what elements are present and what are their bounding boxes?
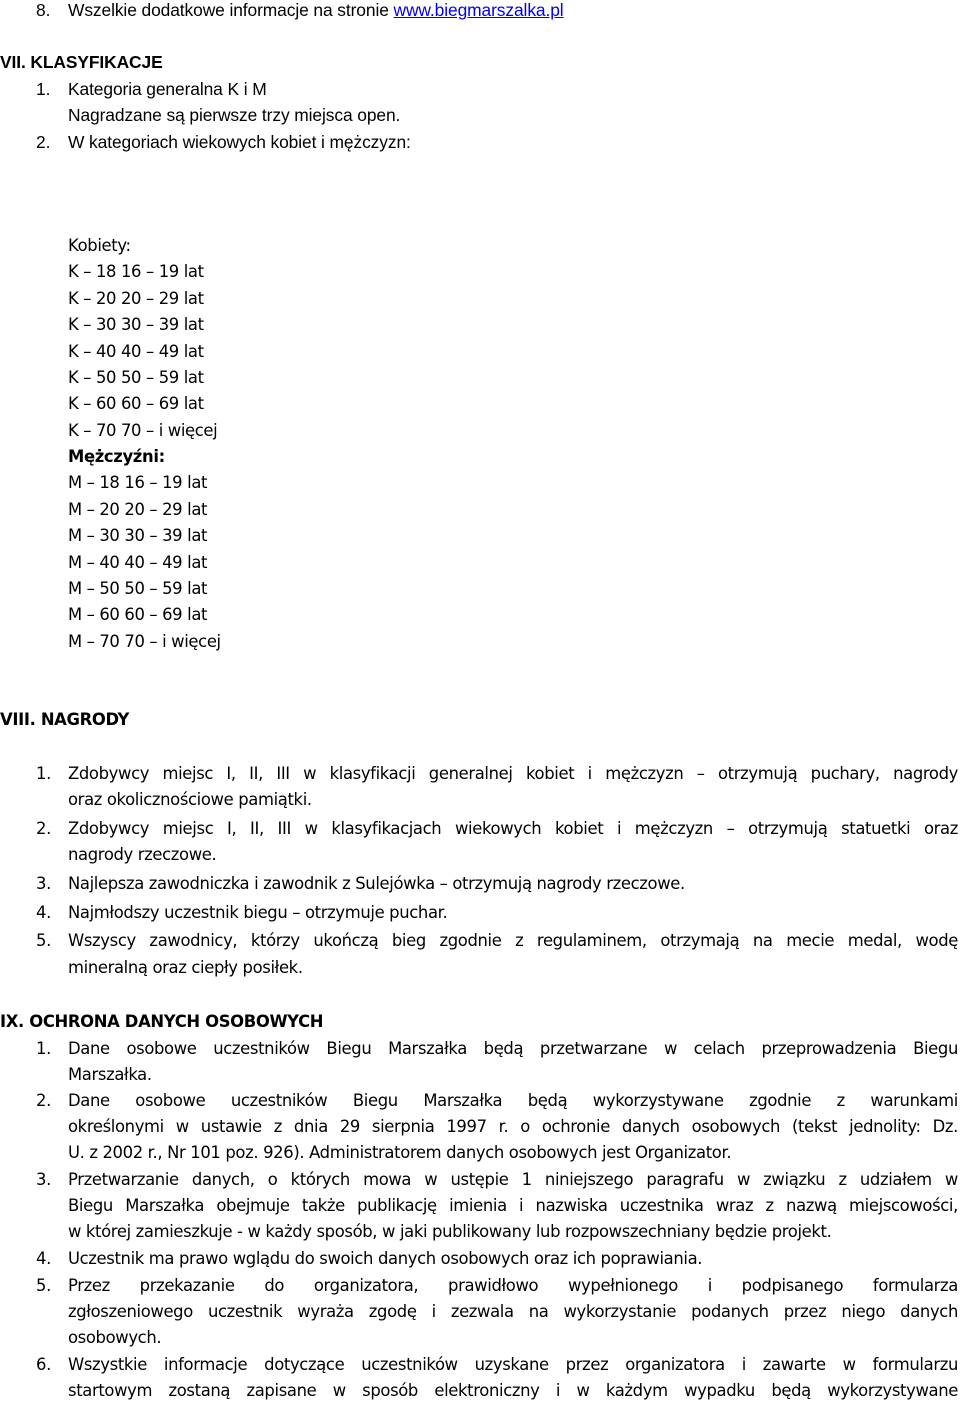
item-text-line1: Zdobywcy miejsc I, II, III w klasyfikacji generalnej kobiet i mężczyzn – otrzymują puchary, nagrody — [68, 764, 958, 783]
category-women-5: K – 50 50 – 59 lat — [68, 368, 204, 387]
category-women-7: K – 70 70 – i więcej — [68, 421, 218, 440]
item-number: 1. — [36, 1039, 51, 1058]
item-text-line2: Biegu Marszałka obejmuje także publikację imienia i nazwiska uczestnika wraz z nazwą miejscowości, — [68, 1196, 958, 1215]
item-number: 2. — [36, 819, 51, 838]
data-item-3-line3: w której zamieszkuje - w każdy sposób, w jaki publikowany lub rozpowszechniany będzie projekt. — [68, 1222, 832, 1241]
data-item-1-line2: Marszałka. — [68, 1065, 152, 1084]
item-text-line1: Wszyscy zawodnicy, którzy ukończą bieg zgodnie z regulaminem, otrzymają na mecie medal, wodę — [68, 931, 958, 950]
section-heading-viii: VIII. NAGRODY — [0, 710, 130, 729]
item-number: 1. — [36, 764, 51, 783]
item-text-line2: określonymi w ustawie z dnia 29 sierpnia 1997 r. o ochronie danych osobowych (tekst jednolity: Dz. — [68, 1117, 958, 1136]
category-men-5: M – 50 50 – 59 lat — [68, 579, 208, 598]
category-men-1: M – 18 16 – 19 lat — [68, 473, 208, 492]
item-number: 6. — [36, 1355, 51, 1374]
item-text-line2: startowym zostaną zapisane w sposób elektroniczny i w każdym wypadku będą wykorzystywane — [68, 1381, 958, 1400]
item-number: 2. — [36, 132, 51, 152]
data-item-2-line3: U. z 2002 r., Nr 101 poz. 926). Administratorem danych osobowych jest Organizator. — [68, 1143, 732, 1162]
category-women-6: K – 60 60 – 69 lat — [68, 394, 204, 413]
item-number: 2. — [36, 1091, 51, 1110]
category-women-2: K – 20 20 – 29 lat — [68, 289, 204, 308]
category-men-3: M – 30 30 – 39 lat — [68, 526, 208, 545]
item-number: 3. — [36, 1170, 51, 1189]
women-label: Kobiety: — [68, 236, 131, 255]
item-number: 8. — [36, 0, 51, 20]
item-number: 3. — [36, 874, 51, 893]
category-women-3: K – 30 30 – 39 lat — [68, 315, 204, 334]
item-text: Kategoria generalna K i M — [68, 79, 267, 99]
men-label: Mężczyźni: — [68, 447, 165, 466]
category-men-7: M – 70 70 – i więcej — [68, 632, 221, 651]
category-women-4: K – 40 40 – 49 lat — [68, 342, 204, 361]
website-link[interactable]: www.biegmarszalka.pl — [393, 0, 564, 20]
item-number: 4. — [36, 903, 51, 922]
item-text-line1: Zdobywcy miejsc I, II, III w klasyfikacjach wiekowych kobiet i mężczyzn – otrzymują statuetki oraz — [68, 819, 958, 838]
award-item-1-line2: oraz okolicznościowe pamiątki. — [68, 790, 312, 809]
item-text-line1: Uczestnik ma prawo wglądu do swoich danych osobowych oraz ich poprawiania. — [68, 1249, 703, 1268]
award-item-2-line2: nagrody rzeczowe. — [68, 845, 217, 864]
category-men-2: M – 20 20 – 29 lat — [68, 500, 208, 519]
item-number: 5. — [36, 931, 51, 950]
data-item-5-line3: osobowych. — [68, 1328, 162, 1347]
item-number: 5. — [36, 1276, 51, 1295]
item-number: 4. — [36, 1249, 51, 1268]
award-item-5-line2: mineralną oraz ciepły posiłek. — [68, 958, 303, 977]
category-men-4: M – 40 40 – 49 lat — [68, 553, 208, 572]
item-text: W kategoriach wiekowych kobiet i mężczyzn: — [68, 132, 411, 152]
category-men-6: M – 60 60 – 69 lat — [68, 605, 208, 624]
item-text-line1: Najlepsza zawodniczka i zawodnik z Sulejówka – otrzymują nagrody rzeczowe. — [68, 874, 685, 893]
item-number: 1. — [36, 79, 51, 99]
section-heading-vii: VII. KLASYFIKACJE — [0, 52, 163, 72]
classification-item-1-sub: Nagradzane są pierwsze trzy miejsca open. — [68, 105, 401, 125]
section-heading-ix: IX. OCHRONA DANYCH OSOBOWYCH — [0, 1012, 324, 1031]
item-text-line1: Przez przekazanie do organizatora, prawidłowo wypełnionego i podpisanego formularza — [68, 1276, 958, 1295]
item-text-line1: Wszystkie informacje dotyczące uczestników uzyskane przez organizatora i zawarte w formularzu — [68, 1355, 958, 1374]
item-text-line1: Najmłodszy uczestnik biegu – otrzymuje puchar. — [68, 903, 448, 922]
item-text-line1: Dane osobowe uczestników Biegu Marszałka będą przetwarzane w celach przeprowadzenia Biegu — [68, 1039, 958, 1058]
item-text: Wszelkie dodatkowe informacje na stronie — [68, 0, 394, 20]
item-text-line1: Dane osobowe uczestników Biegu Marszałka będą wykorzystywane zgodnie z warunkami — [68, 1091, 958, 1110]
item-text-line1: Przetwarzanie danych, o których mowa w ustępie 1 niniejszego paragrafu w związku z udziałem w — [68, 1170, 958, 1189]
category-women-1: K – 18 16 – 19 lat — [68, 262, 204, 281]
item-text-line2: zgłoszeniowego uczestnik wyraża zgodę i zezwala na wykorzystanie podanych przez niego danych — [68, 1302, 958, 1321]
